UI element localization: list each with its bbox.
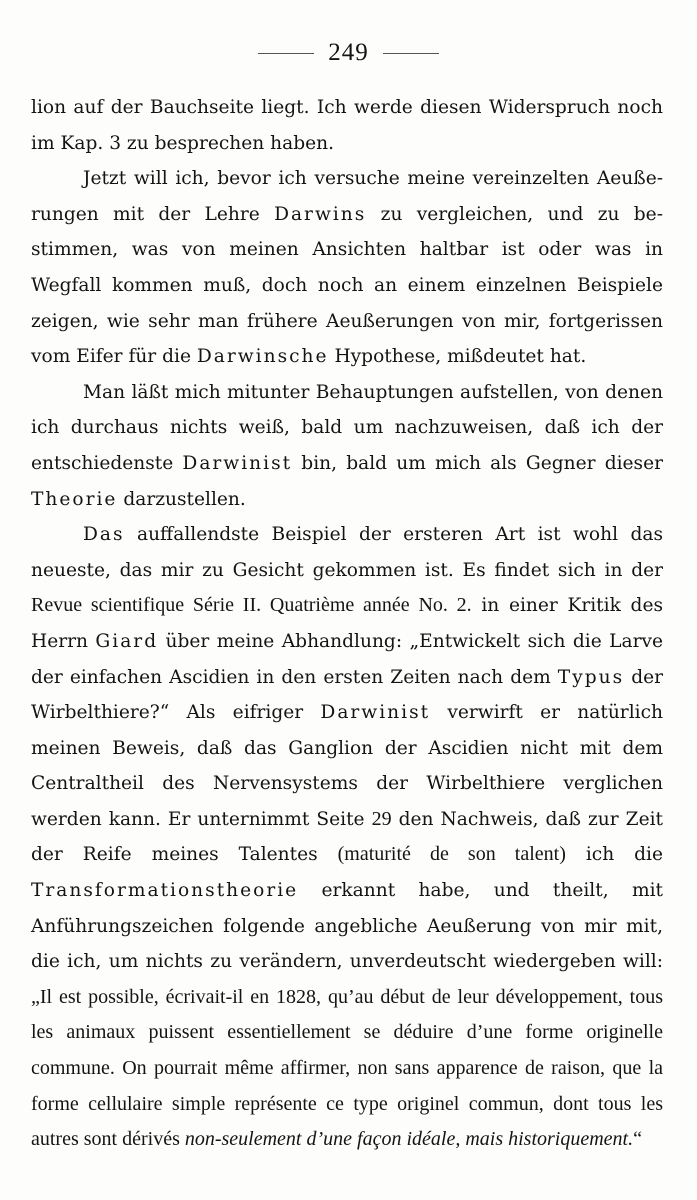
- paragraph-2-text-c: Hypothese, mißdeutet hat.: [328, 346, 587, 368]
- word-typus: Typus: [557, 666, 625, 688]
- french-quote: „Il est possible, écrivait-il en 1828, qu’au début de leur développement, tous les animaux puissent essentiellement se déduire d’une forme originelle commune. On pourrait même affirmer, non sans apparence de raison, que la forme cellulaire simple représente ce type originel commun, dont tous les autres sont dérivés: [31, 985, 663, 1151]
- word-darwinist-2: Darwinist: [320, 702, 431, 724]
- french-quote-italic: non-seulement d’une façon idéale, mais historiquement.: [184, 1128, 634, 1151]
- header-rule-left: [258, 53, 314, 54]
- word-theorie: Theorie: [31, 488, 118, 510]
- paragraph-4-text-b: in einer Kritik des Herrn: [31, 595, 663, 652]
- paragraph-3-text-b: bin, bald um mich als Gegner dieser: [292, 452, 663, 474]
- paragraph-2-text-b: zu vergleichen, und zu bestimmen, was von meinen Ansichten haltbar ist oder was in Wegfall kommen muß, doch noch an einem einzelnen Beispiele zeigen, wie sehr man frühere Aeußerungen von mir, fortgerissen vom Eifer für die: [31, 203, 663, 368]
- paragraph-4: [31, 517, 663, 1158]
- paragraph-3: [31, 375, 663, 517]
- paragraph-4-text-h: erkannt habe, und theilt, mit Anführungszeichen folgende angebliche Aeußerung von mir mit, die ich, um nichts zu verändern, unverdeutscht wiedergeben will:: [31, 880, 663, 973]
- name-giard: Giard: [95, 630, 159, 652]
- name-darwinsche: Darwinsche: [196, 346, 329, 368]
- paragraph-3-text-a: Man läßt mich mitunter Behauptungen aufstellen, von denen ich durchaus nichts weiß, bald um nachzuweisen, daß ich der entschiedenste: [31, 381, 663, 474]
- paragraph-3-text-c: darzustellen.: [117, 488, 246, 510]
- word-transformationstheorie: Transformationstheorie: [31, 880, 299, 902]
- page-reference-29: 29: [371, 807, 392, 830]
- paragraph-2-text-a: Jetzt will ich, bevor ich versuche meine vereinzelten Aeußerungen mit der Lehre: [31, 168, 663, 225]
- paragraph-4-text-f: den Nachweis, daß zur Zeit der Reife meines Talentes: [31, 808, 663, 866]
- paragraph-4-text-e: verwirft er natürlich meinen Beweis, daß das Ganglion der Ascidien nicht mit dem Centraltheil des Nervensystems der Wirbelthiere verglichen werden kann. Er unternimmt Seite: [31, 702, 663, 830]
- paragraph-4-text-g: ich die: [565, 844, 663, 866]
- body-text: [31, 90, 663, 1158]
- word-das: Das: [83, 524, 125, 546]
- maturite-phrase: (maturité de son talent): [337, 843, 566, 866]
- page-header: [0, 38, 697, 68]
- word-darwinist-1: Darwinist: [182, 452, 293, 474]
- paragraph-1-text: lion auf der Bauchseite liegt. Ich werde diesen Widerspruch noch im Kap. 3 zu besprechen haben.: [31, 97, 663, 154]
- paragraph-4-text-d: der Wirbelthiere?“ Als eifriger: [31, 666, 663, 724]
- paragraph-2: [31, 161, 663, 375]
- closing-quote-mark: “: [633, 1128, 642, 1151]
- header-rule-right: [383, 53, 439, 54]
- revue-reference: Revue scientifique Série II. Quatrième année No. 2.: [31, 594, 472, 617]
- paragraph-1: [31, 90, 663, 161]
- page-number: 249: [328, 39, 369, 66]
- paragraph-4-text-c: über meine Abhandlung: „Entwickelt sich die Larve der einfachen Ascidien in den ersten Zeiten nach dem: [31, 630, 664, 688]
- paragraph-4-text-a: auffallendste Beispiel der ersteren Art ist wohl das neueste, das mir zu Gesicht gekommen ist. Es findet sich in der: [31, 524, 663, 581]
- name-darwins: Darwins: [274, 203, 367, 225]
